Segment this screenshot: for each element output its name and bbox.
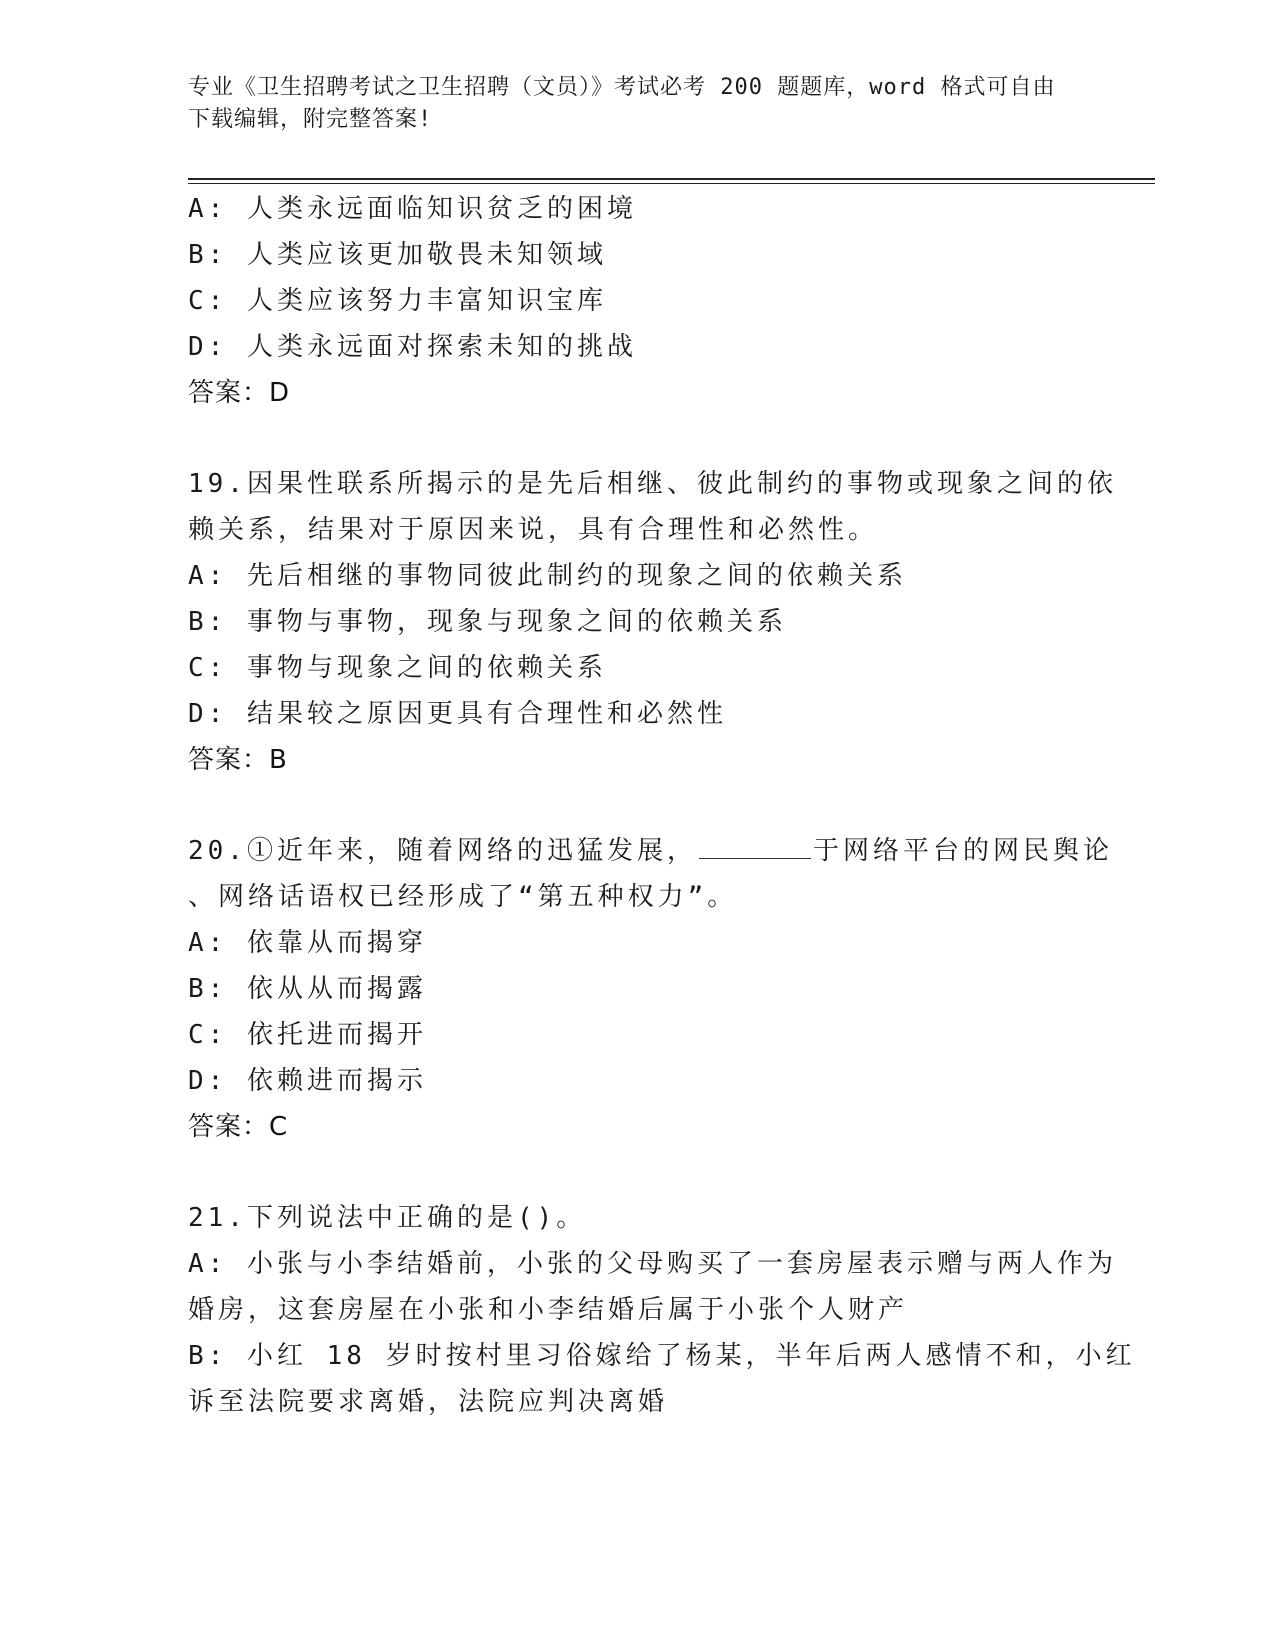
spacer xyxy=(188,1150,1078,1195)
q20-option-d: D: 依赖进而揭示 xyxy=(188,1066,427,1096)
fill-in-blank xyxy=(699,832,811,859)
q18-answer: 答案：D xyxy=(188,378,291,408)
q19-option-a: A: 先后相继的事物同彼此制约的现象之间的依赖关系 xyxy=(188,561,907,591)
q19-option-d: D: 结果较之原因更具有合理性和必然性 xyxy=(188,699,727,729)
q20-option-a: A: 依靠从而揭穿 xyxy=(188,928,427,958)
q21-option-a-line2: 婚房，这套房屋在小张和小李结婚后属于小张个人财产 xyxy=(188,1295,909,1325)
q20-answer: 答案：C xyxy=(188,1112,289,1142)
header-rule-thin xyxy=(188,183,1155,184)
q20-option-c: C: 依托进而揭开 xyxy=(188,1020,427,1050)
q18-option-b: B: 人类应该更加敬畏未知领域 xyxy=(188,240,607,270)
question-content xyxy=(188,186,1136,1425)
q18-option-c: C: 人类应该努力丰富知识宝库 xyxy=(188,286,607,316)
q19-option-b: B: 事物与事物，现象与现象之间的依赖关系 xyxy=(188,607,787,637)
q20-stem-part1: 20.①近年来，随着网络的迅猛发展， xyxy=(188,836,697,866)
q20-stem-part2: 于网络平台的网民舆论 xyxy=(812,836,1113,866)
spacer xyxy=(188,783,1078,828)
document-header: 专业《卫生招聘考试之卫生招聘（文员）》考试必考 200 题题库，word 格式可自由下载编辑，附完整答案! xyxy=(188,75,1056,132)
q19-stem-line1: 19.因果性联系所揭示的是先后相继、彼此制约的事物或现象之间的依 xyxy=(188,469,1117,499)
q18-option-d: D: 人类永远面对探索未知的挑战 xyxy=(188,332,637,362)
header-rule-thick xyxy=(188,178,1155,180)
q21-option-b-line2: 诉至法院要求离婚，法院应判决离婚 xyxy=(188,1387,669,1417)
q19-option-c: C: 事物与现象之间的依赖关系 xyxy=(188,653,607,683)
spacer xyxy=(188,416,1078,461)
q21-option-a-line1: A: 小张与小李结婚前，小张的父母购买了一套房屋表示赠与两人作为 xyxy=(188,1249,1117,1279)
q20-stem-line2: 、网络话语权已经形成了“第五种权力”。 xyxy=(188,882,738,912)
q21-option-b-line1: B: 小红 18 岁时按村里习俗嫁给了杨某，半年后两人感情不和，小红 xyxy=(188,1341,1136,1371)
q21-stem: 21.下列说法中正确的是()。 xyxy=(188,1203,587,1233)
q19-stem-line2: 赖关系，结果对于原因来说，具有合理性和必然性。 xyxy=(188,515,879,545)
q20-stem-line1 xyxy=(188,828,1113,874)
q18-option-a: A: 人类永远面临知识贫乏的困境 xyxy=(188,194,637,224)
q20-option-b: B: 依从从而揭露 xyxy=(188,974,427,1004)
q19-answer: 答案：B xyxy=(188,745,288,775)
